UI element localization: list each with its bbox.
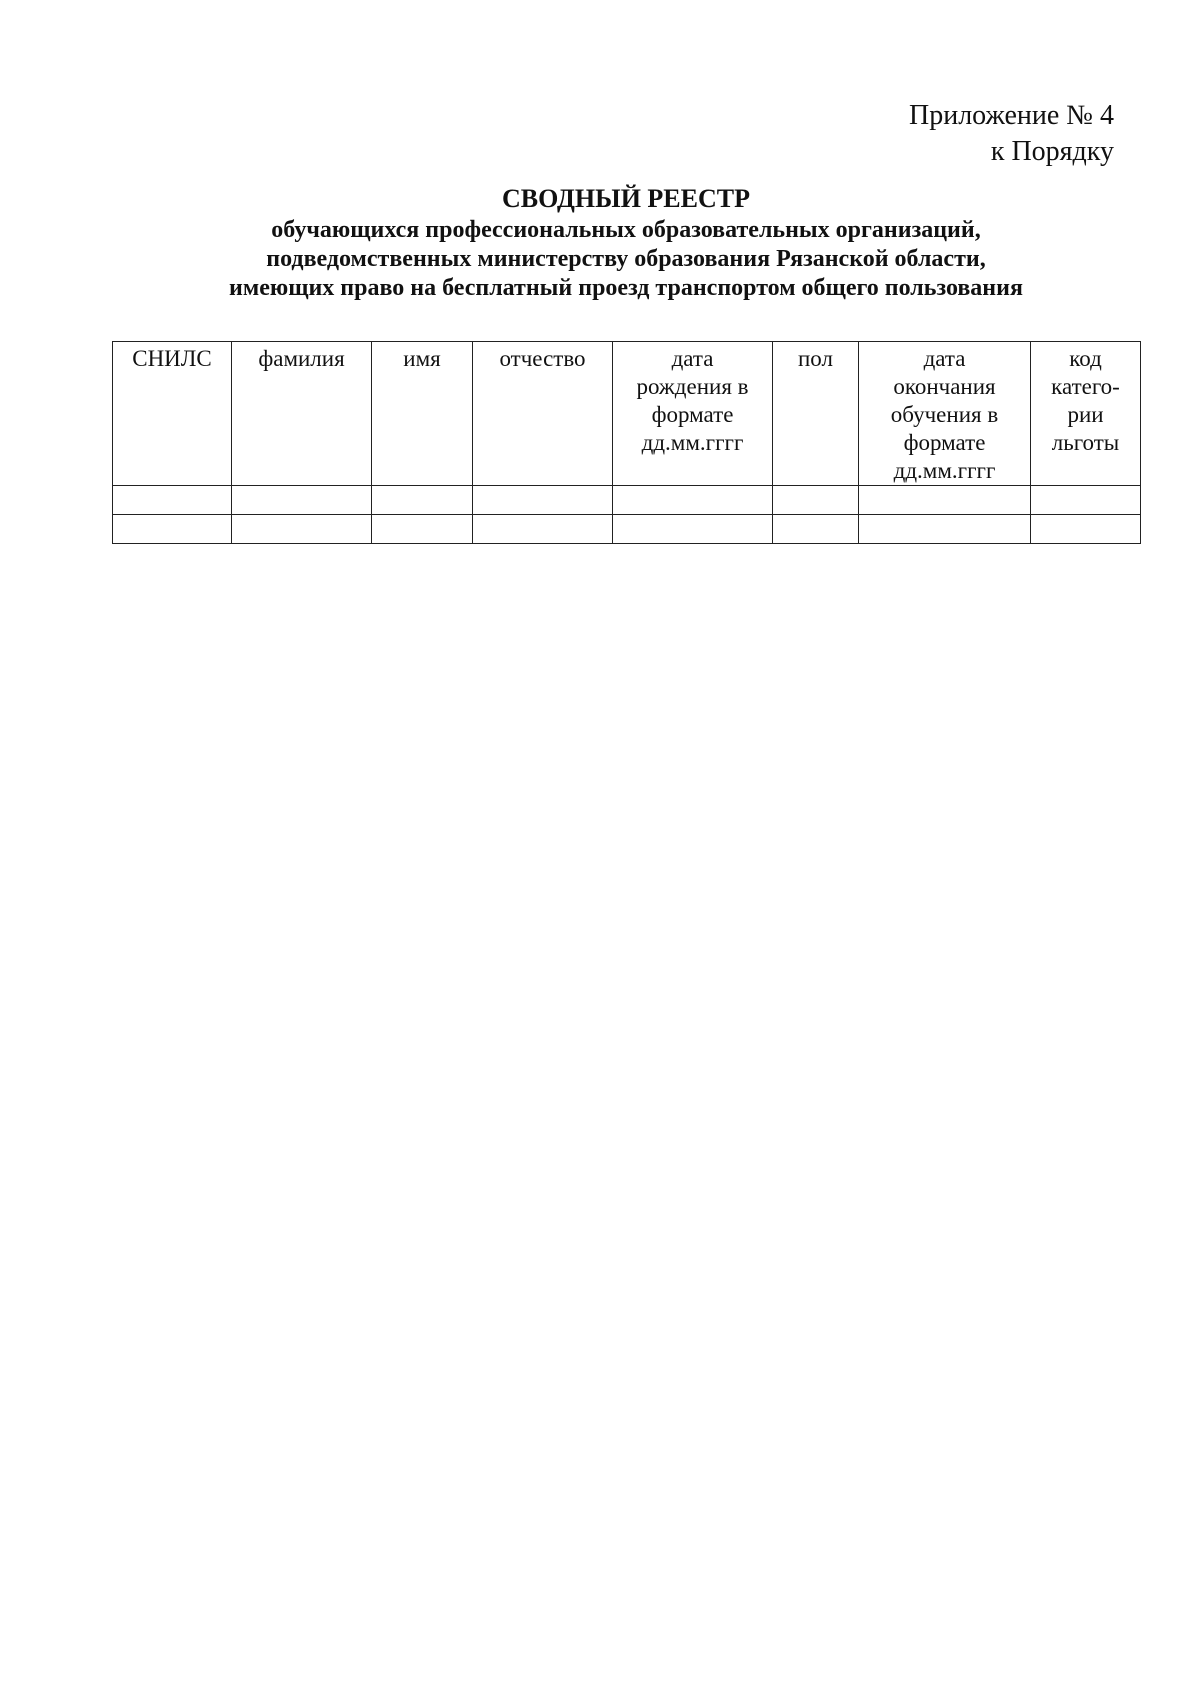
table-cell bbox=[113, 486, 232, 515]
table-cell bbox=[372, 486, 473, 515]
table-cell bbox=[773, 515, 859, 544]
table-cell bbox=[1031, 486, 1141, 515]
document-subtitle-line: подведомственных министерству образования Рязанской области, bbox=[266, 246, 986, 272]
table-cell bbox=[473, 486, 613, 515]
column-header-gender: пол bbox=[773, 342, 859, 486]
table-cell bbox=[113, 515, 232, 544]
appendix-order-reference: к Порядку bbox=[990, 136, 1114, 167]
table-header-row bbox=[113, 342, 1141, 486]
column-header-surname: фамилия bbox=[232, 342, 372, 486]
document-heading bbox=[112, 184, 1140, 303]
registry-table bbox=[112, 341, 1141, 544]
column-header-benefit-category-code: код катего- рии льготы bbox=[1031, 342, 1141, 486]
column-header-graduation-date: дата окончания обучения в формате дд.мм.гггг bbox=[859, 342, 1031, 486]
table-cell bbox=[232, 515, 372, 544]
table-cell bbox=[232, 486, 372, 515]
table-row bbox=[113, 515, 1141, 544]
table-cell bbox=[613, 486, 773, 515]
table-cell bbox=[613, 515, 773, 544]
table-cell bbox=[773, 486, 859, 515]
column-header-birth-date: дата рождения в формате дд.мм.гггг bbox=[613, 342, 773, 486]
column-header-snils: СНИЛС bbox=[113, 342, 232, 486]
document-title: СВОДНЫЙ РЕЕСТР bbox=[502, 184, 750, 213]
table-cell bbox=[1031, 515, 1141, 544]
table-cell bbox=[473, 515, 613, 544]
appendix-reference bbox=[909, 98, 1114, 170]
table-row bbox=[113, 486, 1141, 515]
appendix-number: Приложение № 4 bbox=[909, 100, 1114, 131]
table-cell bbox=[859, 515, 1031, 544]
document-subtitle-line: имеющих право на бесплатный проезд транспортом общего пользования bbox=[229, 275, 1023, 301]
column-header-patronymic: отчество bbox=[473, 342, 613, 486]
table-cell bbox=[372, 515, 473, 544]
column-header-first-name: имя bbox=[372, 342, 473, 486]
document-subtitle-line: обучающихся профессиональных образовательных организаций, bbox=[271, 217, 981, 243]
table-cell bbox=[859, 486, 1031, 515]
